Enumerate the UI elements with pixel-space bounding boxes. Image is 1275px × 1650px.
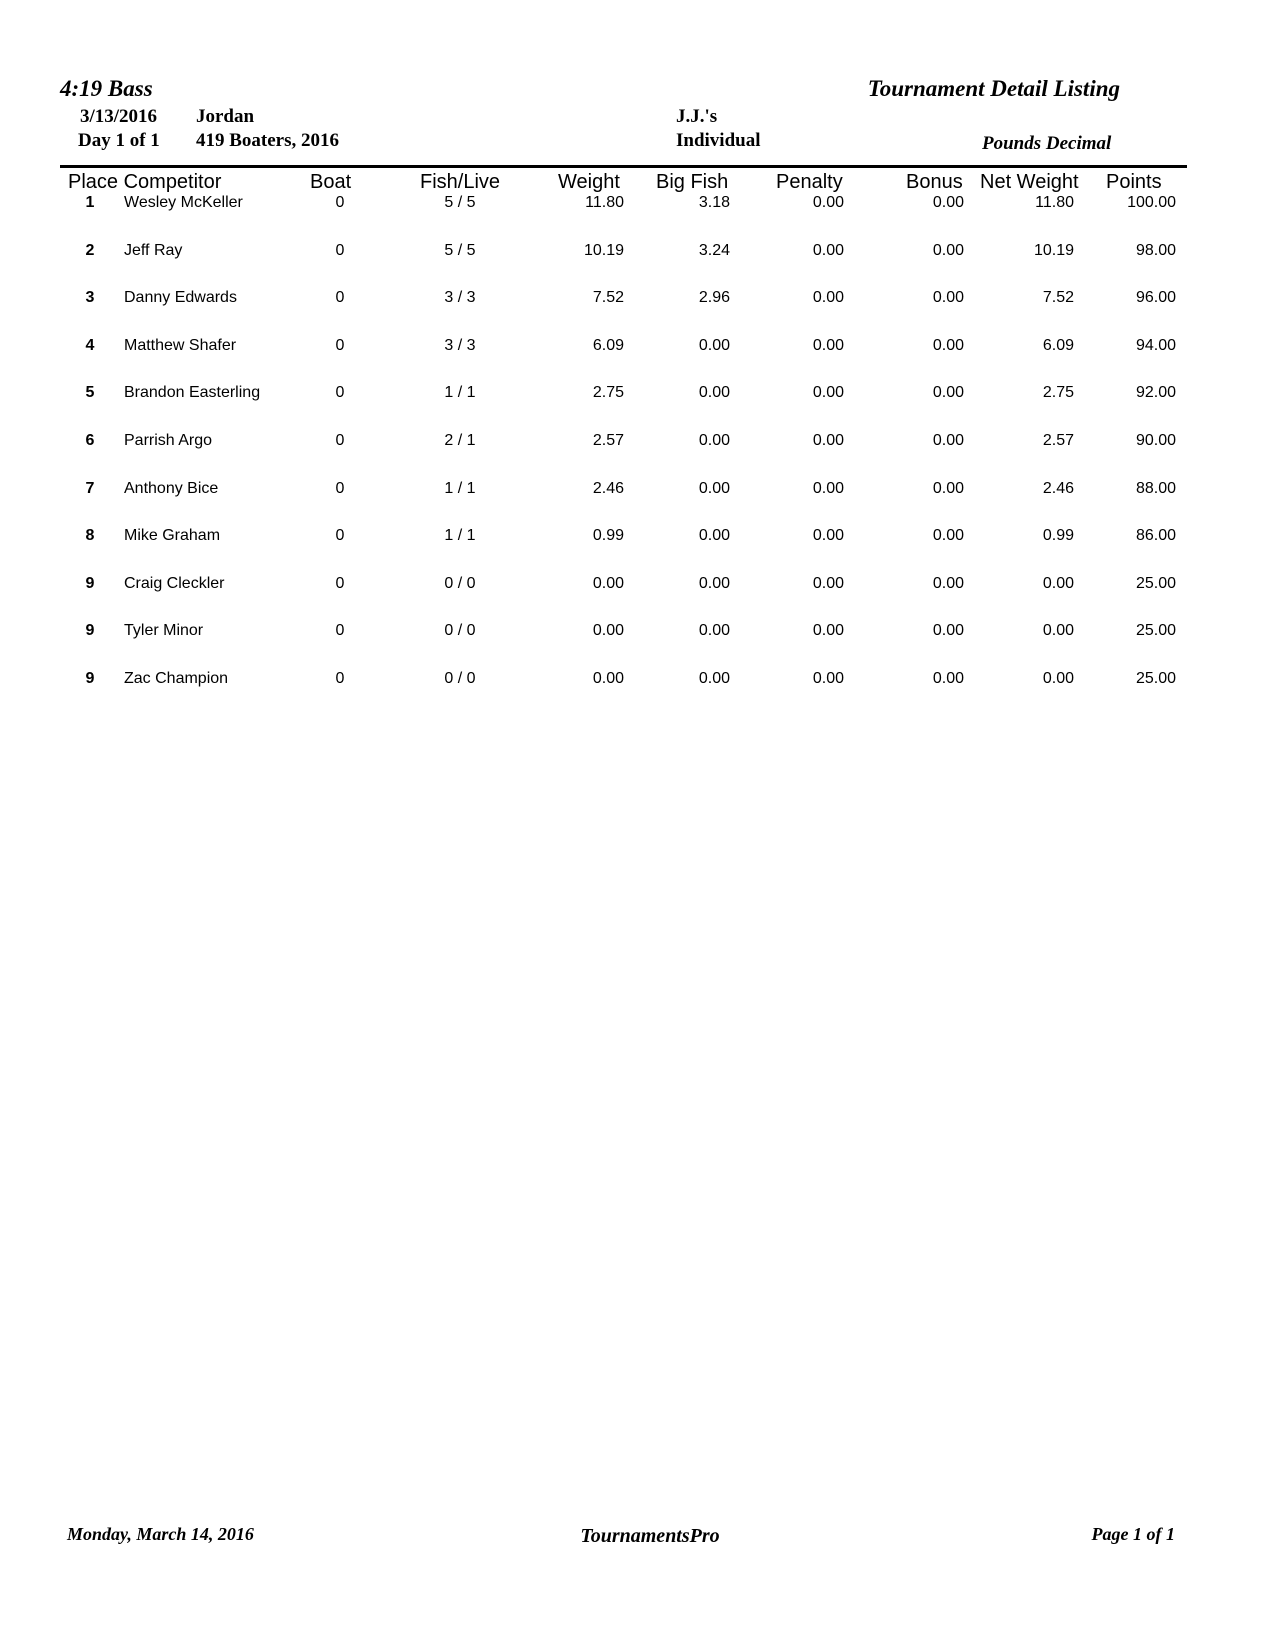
fish-live-cell: 5 / 5 [444, 242, 476, 259]
table-row [0, 242, 1275, 266]
bonus-cell: 0.00 [932, 432, 964, 449]
table-row [0, 194, 1275, 218]
big-fish-cell: 0.00 [698, 622, 730, 639]
weight-units: Pounds Decimal [982, 133, 1112, 154]
competitor-name-cell: Brandon Easterling [124, 384, 261, 401]
weight-cell: 0.99 [592, 527, 624, 544]
column-header-points: Points [1106, 171, 1162, 193]
points-cell: 92.00 [1135, 384, 1176, 401]
weight-cell: 7.52 [592, 289, 624, 306]
weight-cell: 2.46 [592, 480, 624, 497]
big-fish-cell: 0.00 [698, 527, 730, 544]
big-fish-cell: 2.96 [698, 289, 730, 306]
table-row [0, 384, 1275, 408]
column-header-weight: Weight [558, 171, 620, 193]
table-row [0, 527, 1275, 551]
boat-cell: 0 [335, 432, 345, 449]
net-weight-cell: 0.00 [1042, 622, 1074, 639]
fish-live-cell: 1 / 1 [444, 480, 476, 497]
competitor-name-cell: Craig Cleckler [124, 575, 225, 592]
penalty-cell: 0.00 [812, 575, 844, 592]
weight-cell: 0.00 [592, 575, 624, 592]
weight-cell: 0.00 [592, 670, 624, 687]
fish-live-cell: 0 / 0 [444, 575, 476, 592]
organization-title: 4:19 Bass [60, 76, 153, 101]
place-cell: 9 [85, 575, 95, 592]
big-fish-cell: 0.00 [698, 480, 730, 497]
bonus-cell: 0.00 [932, 289, 964, 306]
points-cell: 100.00 [1127, 194, 1176, 211]
header-rule [60, 165, 1187, 168]
table-row [0, 670, 1275, 694]
bonus-cell: 0.00 [932, 480, 964, 497]
big-fish-cell: 0.00 [698, 432, 730, 449]
penalty-cell: 0.00 [812, 527, 844, 544]
penalty-cell: 0.00 [812, 670, 844, 687]
penalty-cell: 0.00 [812, 480, 844, 497]
net-weight-cell: 6.09 [1042, 337, 1074, 354]
bonus-cell: 0.00 [932, 242, 964, 259]
fish-live-cell: 3 / 3 [444, 289, 476, 306]
boat-cell: 0 [335, 337, 345, 354]
table-row [0, 575, 1275, 599]
fish-live-cell: 0 / 0 [444, 670, 476, 687]
penalty-cell: 0.00 [812, 337, 844, 354]
place-cell: 8 [85, 527, 95, 544]
bonus-cell: 0.00 [932, 194, 964, 211]
competitor-name-cell: Anthony Bice [124, 480, 219, 497]
big-fish-cell: 3.18 [698, 194, 730, 211]
big-fish-cell: 0.00 [698, 575, 730, 592]
column-header-net-weight: Net Weight [980, 171, 1079, 193]
points-cell: 96.00 [1135, 289, 1176, 306]
bonus-cell: 0.00 [932, 622, 964, 639]
weight-cell: 0.00 [592, 622, 624, 639]
table-row [0, 337, 1275, 361]
place-cell: 2 [85, 242, 95, 259]
bonus-cell: 0.00 [932, 337, 964, 354]
competitor-name-cell: Tyler Minor [124, 622, 204, 639]
fish-live-cell: 5 / 5 [444, 194, 476, 211]
place-cell: 7 [85, 480, 95, 497]
bonus-cell: 0.00 [932, 670, 964, 687]
weight-cell: 2.57 [592, 432, 624, 449]
competitor-name-cell: Wesley McKeller [124, 194, 243, 211]
weight-cell: 2.75 [592, 384, 624, 401]
competitor-name-cell: Matthew Shafer [124, 337, 237, 354]
penalty-cell: 0.00 [812, 242, 844, 259]
tournament-day: Day 1 of 1 [78, 130, 160, 151]
net-weight-cell: 0.00 [1042, 670, 1074, 687]
column-header-bonus: Bonus [906, 171, 963, 193]
boat-cell: 0 [335, 527, 345, 544]
place-cell: 6 [85, 432, 95, 449]
tournament-division: Individual [676, 130, 761, 151]
competitor-name-cell: Parrish Argo [124, 432, 213, 449]
net-weight-cell: 11.80 [1035, 194, 1074, 211]
fish-live-cell: 1 / 1 [444, 384, 476, 401]
boat-cell: 0 [335, 670, 345, 687]
fish-live-cell: 2 / 1 [444, 432, 476, 449]
points-cell: 25.00 [1135, 670, 1176, 687]
place-cell: 1 [85, 194, 95, 211]
boat-cell: 0 [335, 194, 345, 211]
fish-live-cell: 1 / 1 [444, 527, 476, 544]
weight-cell: 6.09 [592, 337, 624, 354]
penalty-cell: 0.00 [812, 432, 844, 449]
net-weight-cell: 2.57 [1042, 432, 1074, 449]
table-row [0, 289, 1275, 313]
net-weight-cell: 2.75 [1042, 384, 1074, 401]
column-header-penalty: Penalty [776, 171, 843, 193]
print-date: Monday, March 14, 2016 [67, 1524, 254, 1544]
column-header-place-competitor: Place Competitor [68, 171, 222, 193]
points-cell: 94.00 [1135, 337, 1176, 354]
tournament-sponsor: J.J.'s [676, 106, 718, 127]
place-cell: 4 [85, 337, 95, 354]
net-weight-cell: 10.19 [1033, 242, 1074, 259]
net-weight-cell: 2.46 [1042, 480, 1074, 497]
points-cell: 86.00 [1135, 527, 1176, 544]
competitor-name-cell: Danny Edwards [124, 289, 237, 306]
fish-live-cell: 0 / 0 [444, 622, 476, 639]
big-fish-cell: 0.00 [698, 384, 730, 401]
big-fish-cell: 0.00 [698, 670, 730, 687]
table-row [0, 432, 1275, 456]
bonus-cell: 0.00 [932, 527, 964, 544]
report-title: Tournament Detail Listing [867, 76, 1120, 101]
column-header-big-fish: Big Fish [656, 171, 729, 193]
points-cell: 25.00 [1135, 622, 1176, 639]
boat-cell: 0 [335, 289, 345, 306]
boat-cell: 0 [335, 384, 345, 401]
place-cell: 5 [85, 384, 95, 401]
points-cell: 98.00 [1135, 242, 1176, 259]
bonus-cell: 0.00 [932, 575, 964, 592]
page-number: Page 1 of 1 [1091, 1524, 1175, 1544]
table-row [0, 622, 1275, 646]
column-header-boat: Boat [310, 171, 352, 193]
tournament-series: 419 Boaters, 2016 [196, 130, 340, 151]
bonus-cell: 0.00 [932, 384, 964, 401]
place-cell: 3 [85, 289, 95, 306]
tournament-location: Jordan [196, 106, 255, 127]
penalty-cell: 0.00 [812, 622, 844, 639]
points-cell: 90.00 [1135, 432, 1176, 449]
column-header-fish-live: Fish/Live [420, 171, 501, 193]
net-weight-cell: 0.00 [1042, 575, 1074, 592]
weight-cell: 11.80 [585, 194, 624, 211]
penalty-cell: 0.00 [812, 194, 844, 211]
boat-cell: 0 [335, 480, 345, 497]
boat-cell: 0 [335, 622, 345, 639]
net-weight-cell: 0.99 [1042, 527, 1074, 544]
competitor-name-cell: Jeff Ray [124, 242, 183, 259]
points-cell: 25.00 [1135, 575, 1176, 592]
big-fish-cell: 0.00 [698, 337, 730, 354]
place-cell: 9 [85, 622, 95, 639]
big-fish-cell: 3.24 [698, 242, 730, 259]
place-cell: 9 [85, 670, 95, 687]
competitor-name-cell: Mike Graham [124, 527, 221, 544]
points-cell: 88.00 [1135, 480, 1176, 497]
boat-cell: 0 [335, 575, 345, 592]
penalty-cell: 0.00 [812, 289, 844, 306]
fish-live-cell: 3 / 3 [444, 337, 476, 354]
weight-cell: 10.19 [583, 242, 624, 259]
competitor-name-cell: Zac Champion [124, 670, 229, 687]
penalty-cell: 0.00 [812, 384, 844, 401]
table-row [0, 480, 1275, 504]
boat-cell: 0 [335, 242, 345, 259]
tournament-date: 3/13/2016 [80, 106, 158, 127]
software-name: TournamentsPro [580, 1525, 720, 1547]
net-weight-cell: 7.52 [1042, 289, 1074, 306]
